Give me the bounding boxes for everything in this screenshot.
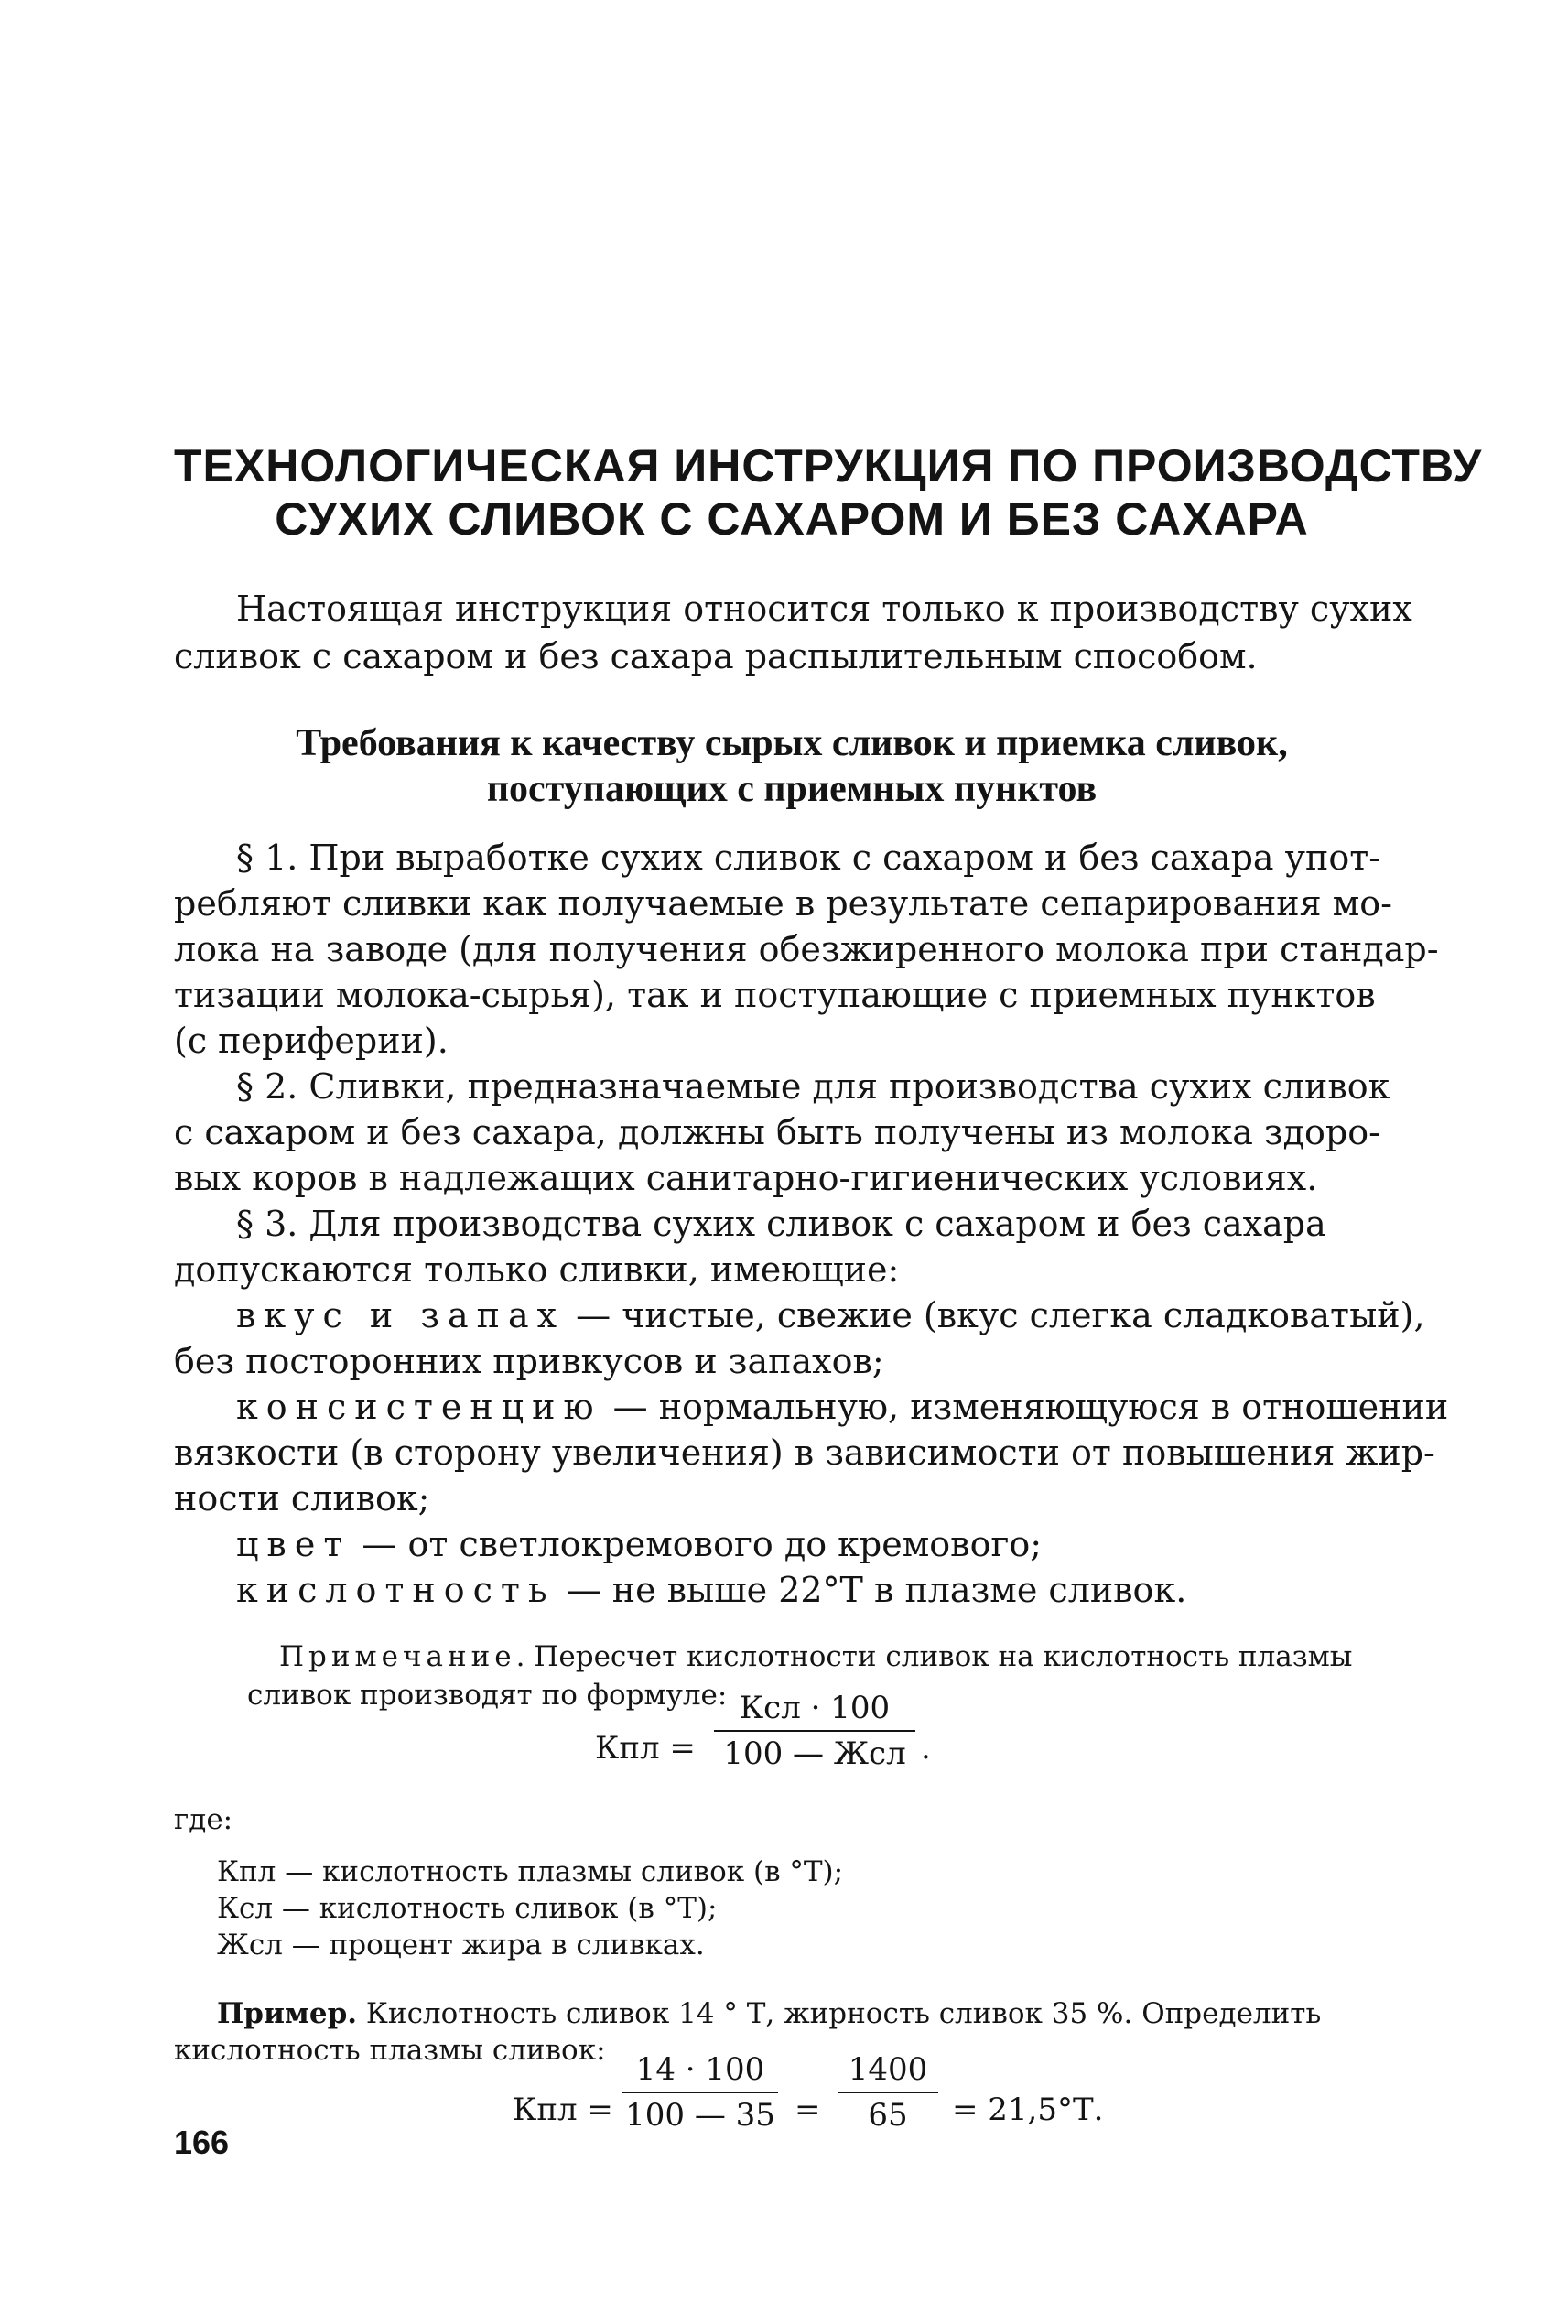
fraction-bar [838,2092,938,2093]
legend-where: где: [174,1803,233,1836]
fraction-bar [622,2092,778,2093]
requirement-color-line [236,1521,1042,1567]
requirement-consistency-line-3: ности сливок; [174,1478,430,1519]
page-number: 166 [174,2124,230,2161]
example-lhs: Кпл = [513,2092,613,2128]
example-line-2: кислотность плазмы сливок: [174,2034,606,2067]
requirement-acidity-text: — не выше 22°Т в плазме сливок. [555,1570,1187,1610]
paragraph-1-line: лока на заводе (для получения обезжиренного молока при стандар- [174,929,1439,969]
requirement-color-term: цвет [236,1524,351,1564]
note-text: . Пересчет кислотности сливок на кислотность плазмы [515,1640,1353,1673]
formula-denominator: 100 — Жсл [723,1735,906,1772]
example-fraction-2-denominator: 65 [868,2097,908,2134]
formula-tail: . [921,1730,931,1767]
paragraph-3-line: допускаются только сливки, имеющие: [174,1249,900,1290]
formula-fraction [714,1690,915,1772]
example-result: = 21,5°Т. [952,2092,1104,2128]
requirement-taste-line [236,1292,1425,1338]
example-fraction-1-numerator: 14 · 100 [635,2051,765,2088]
example-label: Пример. [217,1997,358,2030]
example-equals: = [795,2092,821,2128]
paragraph-1-line: ребляют сливки как получаемые в результате сепарирования мо- [174,883,1392,924]
example-fraction-2 [838,2051,938,2134]
legend-item: Ксл — кислотность сливок (в °Т); [217,1892,718,1925]
paragraph-1-line: тизации молока-сырья), так и поступающие с приемных пунктов [174,975,1376,1015]
paragraph-1-line: § 1. При выработке сухих сливок с сахаром и без сахара упот- [236,838,1381,878]
example-fraction-1 [622,2051,778,2134]
requirement-acidity-line [236,1567,1186,1613]
example-fraction-2-numerator: 1400 [848,2051,928,2088]
example-text: Кислотность сливок 14 ° Т, жирность сливок 35 %. Определить [357,1997,1322,2030]
fraction-bar [714,1730,915,1732]
requirement-consistency-line-2: вязкости (в сторону увеличения) в зависимости от повышения жир- [174,1432,1435,1473]
paragraph-2-line: с сахаром и без сахара, должны быть получены из молока здоро- [174,1112,1380,1152]
requirement-consistency-line [236,1384,1448,1430]
paragraph-2-line: § 2. Сливки, предназначаемые для производства сухих сливок [236,1066,1390,1107]
requirement-color-text: — от светлокремового до кремового; [351,1524,1043,1564]
note-label: Примечание [279,1640,516,1673]
note-line-2: сливок производят по формуле: [247,1679,728,1712]
document-title-line-1: ТЕХНОЛОГИЧЕСКАЯ ИНСТРУКЦИЯ ПО ПРОИЗВОДСТВУ [174,440,1483,492]
requirement-consistency-text: — нормальную, изменяющуюся в отношении [601,1387,1449,1427]
requirement-consistency-term: консистенцию [236,1387,602,1427]
paragraph-1-line: (с периферии). [174,1021,449,1061]
requirement-taste-text: — чистые, свежие (вкус слегка сладковатый), [565,1295,1425,1335]
note-line-1 [279,1638,1352,1675]
requirement-acidity-term: кислотность [236,1570,556,1610]
paragraph-3-line: § 3. Для производства сухих сливок с сахаром и без сахара [236,1204,1326,1244]
example-fraction-1-denominator: 100 — 35 [625,2097,775,2134]
formula-lhs: Кпл = [595,1730,696,1767]
document-title-line-2: СУХИХ СЛИВОК С САХАРОМ И БЕЗ САХАРА [275,493,1309,545]
intro-line-2: сливок с сахаром и без сахара распылительным способом. [174,636,1258,676]
formula-numerator: Ксл · 100 [739,1690,891,1726]
section-heading-line-1: Требования к качеству сырых сливок и приемка сливок, [296,722,1288,764]
paragraph-2-line: вых коров в надлежащих санитарно-гигиенических условиях. [174,1158,1318,1198]
legend-item: Кпл — кислотность плазмы сливок (в °Т); [217,1855,844,1888]
requirement-taste-line-2: без посторонних привкусов и запахов; [174,1341,884,1381]
example-line-1 [217,1995,1321,2032]
legend-item: Жсл — процент жира в сливках. [217,1929,705,1962]
section-heading-line-2: поступающих с приемных пунктов [486,768,1098,810]
intro-line-1: Настоящая инструкция относится только к производству сухих [236,589,1412,629]
requirement-taste-term: вкус и запах [236,1295,566,1335]
